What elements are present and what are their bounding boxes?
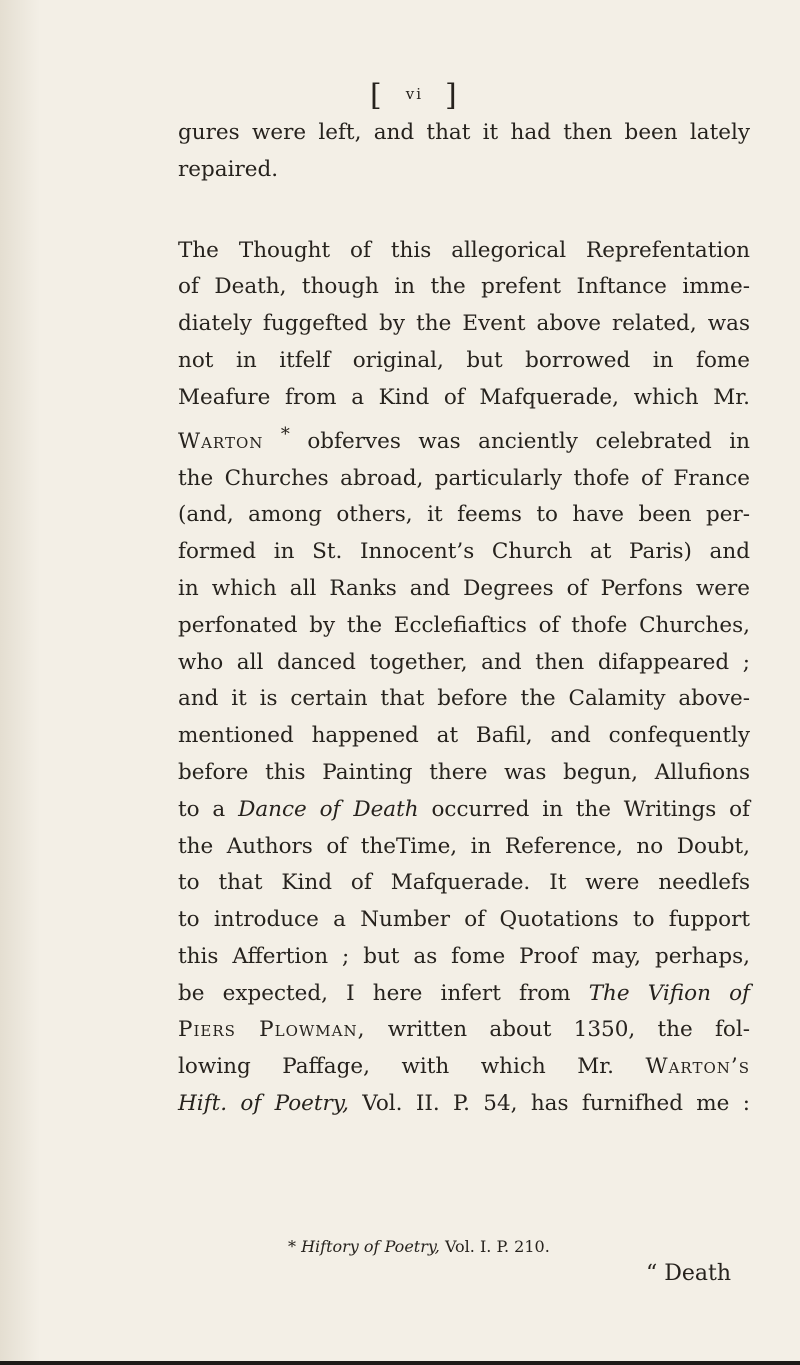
footnote-mark: * (288, 1237, 296, 1256)
page-edge (0, 1361, 800, 1365)
author-name: Warton (178, 428, 264, 454)
bracket-open: [ (370, 78, 384, 113)
footnote-mark: * (280, 423, 290, 445)
text-line (178, 976, 750, 1013)
binding-shadow (0, 0, 40, 1365)
text-segment: lowing Paffage, with which Mr. (178, 1054, 614, 1080)
italic-title: The Vifion of (588, 980, 750, 1006)
text-line: in which all Ranks and Degrees of Perfons were (178, 575, 750, 601)
text-line (178, 1012, 750, 1049)
text-segment: occurred in the Writings of (431, 796, 750, 822)
text-line: gures were left, and that it had then been lately (178, 120, 750, 145)
text-line: this Affertion ; but as fome Proof may, perhaps, (178, 943, 750, 969)
text-line: repaired. (178, 156, 279, 182)
text-line (178, 792, 750, 829)
italic-title: Hiftory of Poetry, (301, 1237, 440, 1256)
body-text (178, 115, 750, 1123)
page-number: vi (405, 85, 423, 103)
page-header (370, 78, 520, 113)
text-line (178, 1086, 750, 1123)
text-segment: Vol. II. P. 54, has furnifhed me : (362, 1091, 750, 1117)
catchword: “ Death (646, 1261, 732, 1286)
text-line: to that Kind of Mafquerade. It were needlefs (178, 870, 750, 896)
text-line: the Authors of theTime, in Reference, no Doubt, (178, 833, 750, 859)
italic-title: Hift. of Poetry, (178, 1091, 349, 1117)
text-line: formed in St. Innocent’s Church at Paris) and (178, 539, 750, 565)
text-line: The Thought of this allegorical Reprefentation (178, 237, 750, 263)
text-line: not in itfelf original, but borrowed in fome (178, 347, 750, 373)
text-segment: to a (178, 796, 226, 822)
text-line: mentioned happened at Bafil, and confequently (178, 723, 750, 749)
footnote (288, 1237, 550, 1256)
bracket-close: ] (445, 78, 459, 113)
text-segment: written about 1350, the fol- (387, 1017, 750, 1043)
text-line: perfonated by the Ecclefiaftics of thofe Churches, (178, 612, 750, 638)
text-line (178, 1049, 750, 1086)
text-segment: obferves was anciently celebrated in (307, 428, 750, 454)
text-line: who all danced together, and then difappeared ; (178, 649, 750, 675)
text-line: before this Painting there was begun, Allufions (178, 759, 750, 785)
italic-title: Dance of Death (238, 796, 419, 822)
text-line: Meafure from a Kind of Mafquerade, which Mr. (178, 384, 750, 410)
text-line: (and, among others, it feems to have been per- (178, 502, 750, 528)
text-line: the Churches abroad, particularly thofe of France (178, 465, 750, 491)
text-line (178, 417, 750, 461)
author-name: Warton’s (645, 1054, 750, 1080)
footnote-text: Vol. I. P. 210. (444, 1237, 550, 1256)
text-line: diately fuggefted by the Event above related, was (178, 311, 750, 337)
author-name: Piers Plowman, (178, 1017, 366, 1043)
text-line: and it is certain that before the Calamity above- (178, 686, 750, 712)
text-line: of Death, though in the prefent Inftance imme- (178, 274, 750, 300)
text-segment: be expected, I here infert from (178, 980, 571, 1006)
text-line: to introduce a Number of Quotations to fupport (178, 907, 750, 933)
